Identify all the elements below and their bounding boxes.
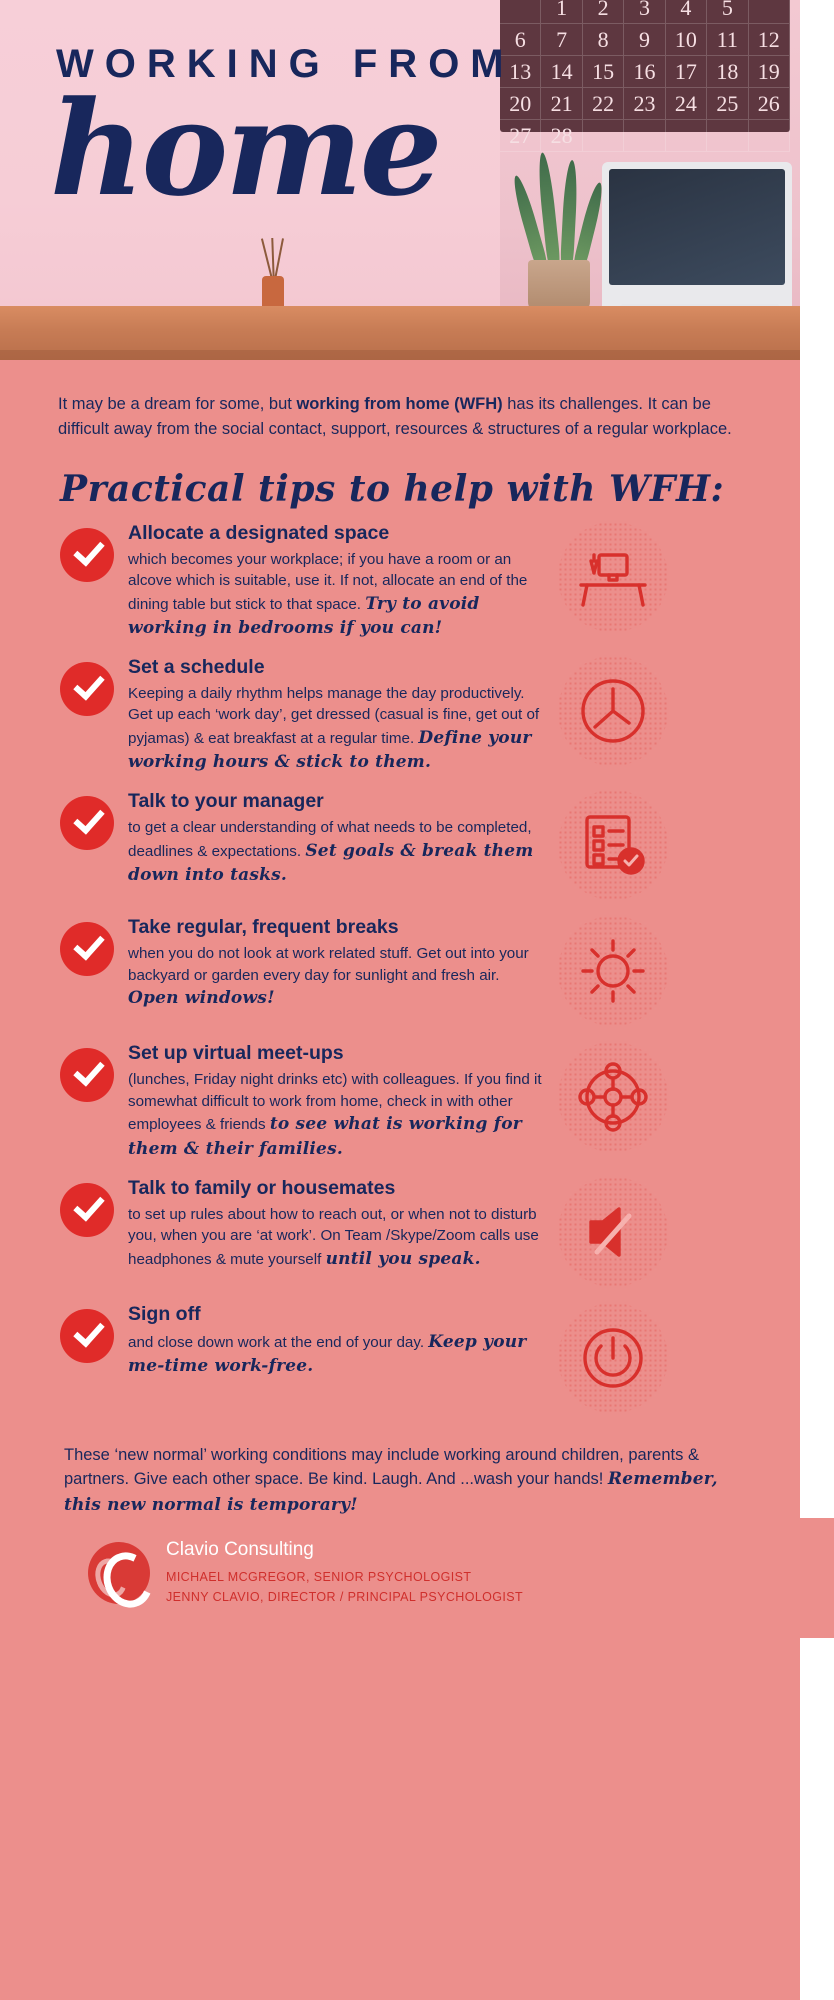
outro-text: These ‘new normal’ working conditions may include working around children, parents & partners. Give each other space. Be kind. Laugh. And ...wash your hands! — [64, 1445, 699, 1489]
tip-body — [128, 1330, 548, 1378]
tip-body — [128, 683, 548, 774]
tip-body-text: to get a clear understanding of what needs to be completed, deadlines & expectations. — [128, 819, 532, 860]
company-name: Clavio Consulting — [166, 1539, 314, 1561]
calendar-day: 3 — [624, 0, 665, 24]
tip-script: Define your working hours & stick to them. — [128, 728, 532, 773]
check-badge-icon — [60, 1309, 114, 1363]
page-title-line2: home — [50, 72, 440, 225]
header-banner — [0, 0, 800, 360]
calendar-day: 10 — [666, 24, 707, 56]
wall-calendar-icon — [500, 0, 790, 148]
intro-part2: has its challenges. It can be difficult away from the social contact, support, resources & structures of a regular workplace. — [58, 395, 732, 438]
person-1: MICHAEL MCGREGOR, SENIOR PSYCHOLOGIST — [166, 1570, 472, 1585]
tip-script: Open windows! — [128, 988, 275, 1009]
tip-script: to see what is working for them & their families. — [128, 1114, 522, 1159]
calendar-day: 24 — [666, 88, 707, 120]
section-heading: Practical tips to help with WFH: — [60, 467, 725, 510]
calendar-day — [624, 120, 665, 152]
desk-surface — [0, 306, 800, 360]
calendar-day: 23 — [624, 88, 665, 120]
check-badge-icon — [60, 528, 114, 582]
tip-text — [128, 790, 558, 887]
check-badge-icon — [60, 1183, 114, 1237]
outro-paragraph — [34, 1429, 766, 1519]
diffuser-reed-icon — [274, 238, 284, 280]
desk-icon — [558, 522, 668, 632]
monitor-screen — [609, 169, 785, 285]
calendar-day: 12 — [749, 24, 790, 56]
tip-text — [128, 522, 558, 640]
tip-script: Try to avoid working in bedrooms if you can! — [128, 593, 480, 638]
tip-text — [128, 916, 558, 1010]
calendar-day: 6 — [500, 24, 541, 56]
tip-title: Take regular, frequent breaks — [128, 916, 399, 939]
power-icon — [558, 1303, 668, 1413]
calendar-day: 8 — [583, 24, 624, 56]
calendar-day — [583, 120, 624, 152]
group-meeting-icon — [558, 1042, 668, 1152]
tip-script: Set goals & break them down into tasks. — [128, 840, 534, 886]
calendar-day: 22 — [583, 88, 624, 120]
calendar-day — [749, 120, 790, 152]
tip-body — [128, 817, 548, 887]
tips-list — [34, 516, 766, 1429]
calendar-day: 11 — [707, 24, 748, 56]
tip-body-text: (lunches, Friday night drinks etc) with colleagues. If you find it somewhat difficult to work from home, check in with other employees & friends — [128, 1071, 542, 1134]
tip-title: Set up virtual meet-ups — [128, 1042, 344, 1065]
person-2: JENNY CLAVIO, DIRECTOR / PRINCIPAL PSYCHOLOGIST — [166, 1590, 524, 1605]
tip-item — [34, 790, 766, 916]
calendar-day: 25 — [707, 88, 748, 120]
calendar-day — [500, 0, 541, 24]
tip-body-text: when you do not look at work related stuff. Get out into your backyard or garden every day for sunlight and fresh air. — [128, 945, 529, 984]
calendar-day: 16 — [624, 56, 665, 88]
tip-item — [34, 522, 766, 656]
tip-title: Sign off — [128, 1302, 201, 1325]
tip-text — [128, 1177, 558, 1271]
tip-body-text: which becomes your workplace; if you have a room or an alcove which is suitable, use it. If not, allocate an end of the dining table but stick to that space. — [128, 550, 528, 613]
tip-text — [128, 1303, 558, 1378]
tip-item — [34, 916, 766, 1042]
calendar-day: 28 — [541, 120, 582, 152]
computer-monitor-icon — [602, 162, 792, 312]
intro-part1: It may be a dream for some, but — [58, 395, 297, 413]
calendar-day — [707, 120, 748, 152]
calendar-day: 5 — [707, 0, 748, 24]
tip-body-text: and close down work at the end of your day. — [128, 1333, 425, 1351]
calendar-day — [749, 0, 790, 24]
checklist-icon — [558, 790, 668, 900]
mute-speaker-icon — [558, 1177, 668, 1287]
tip-text — [128, 1042, 558, 1160]
footer — [34, 1518, 834, 1638]
calendar-day: 14 — [541, 56, 582, 88]
check-badge-icon — [60, 1048, 114, 1102]
tip-item — [34, 1042, 766, 1176]
tip-title: Talk to family or housemates — [128, 1176, 396, 1199]
outro-script: Remember, this new normal is temporary! — [64, 1469, 718, 1515]
tip-item — [34, 1177, 766, 1303]
tip-text — [128, 656, 558, 774]
check-badge-icon — [60, 922, 114, 976]
page-title-line1: WORKING FROM — [56, 42, 515, 86]
intro-paragraph — [34, 382, 766, 442]
tip-title: Set a schedule — [128, 655, 265, 678]
tip-title: Allocate a designated space — [128, 521, 390, 544]
calendar-day — [666, 120, 707, 152]
calendar-day: 15 — [583, 56, 624, 88]
tip-body-text: to set up rules about how to reach out, or when not to disturb you, when you are ‘at work’. On Team /Skype/Zoom calls use headphones & mute yourself — [128, 1205, 539, 1268]
plant-pot-icon — [528, 260, 590, 312]
tip-body — [128, 1069, 548, 1160]
calendar-day: 9 — [624, 24, 665, 56]
tip-script: until you speak. — [325, 1248, 481, 1269]
calendar-day: 19 — [749, 56, 790, 88]
calendar-day: 1 — [541, 0, 582, 24]
clock-icon — [558, 656, 668, 766]
sun-icon — [558, 916, 668, 1026]
calendar-day: 7 — [541, 24, 582, 56]
tip-title: Talk to your manager — [128, 790, 324, 813]
calendar-day: 26 — [749, 88, 790, 120]
check-badge-icon — [60, 796, 114, 850]
main-content — [0, 360, 800, 2000]
tip-body-text: Keeping a daily rhythm helps manage the day productively. Get up each ‘work day’, get dressed (casual is fine, get out of pyjamas) & eat breakfast at a regular time. — [128, 684, 540, 748]
tip-script: Keep your me-time work-free. — [128, 1331, 527, 1376]
tip-item — [34, 656, 766, 790]
calendar-day: 27 — [500, 120, 541, 152]
calendar-day: 18 — [707, 56, 748, 88]
calendar-day: 13 — [500, 56, 541, 88]
clavio-logo-icon — [88, 1542, 150, 1604]
calendar-day: 17 — [666, 56, 707, 88]
calendar-day: 21 — [541, 88, 582, 120]
tip-body — [128, 1204, 548, 1271]
calendar-day: 20 — [500, 88, 541, 120]
tip-body — [128, 943, 548, 1010]
calendar-day: 4 — [666, 0, 707, 24]
check-badge-icon — [60, 662, 114, 716]
intro-bold: working from home (WFH) — [296, 395, 503, 413]
tip-item — [34, 1303, 766, 1429]
tip-body — [128, 549, 548, 640]
calendar-day: 2 — [583, 0, 624, 24]
